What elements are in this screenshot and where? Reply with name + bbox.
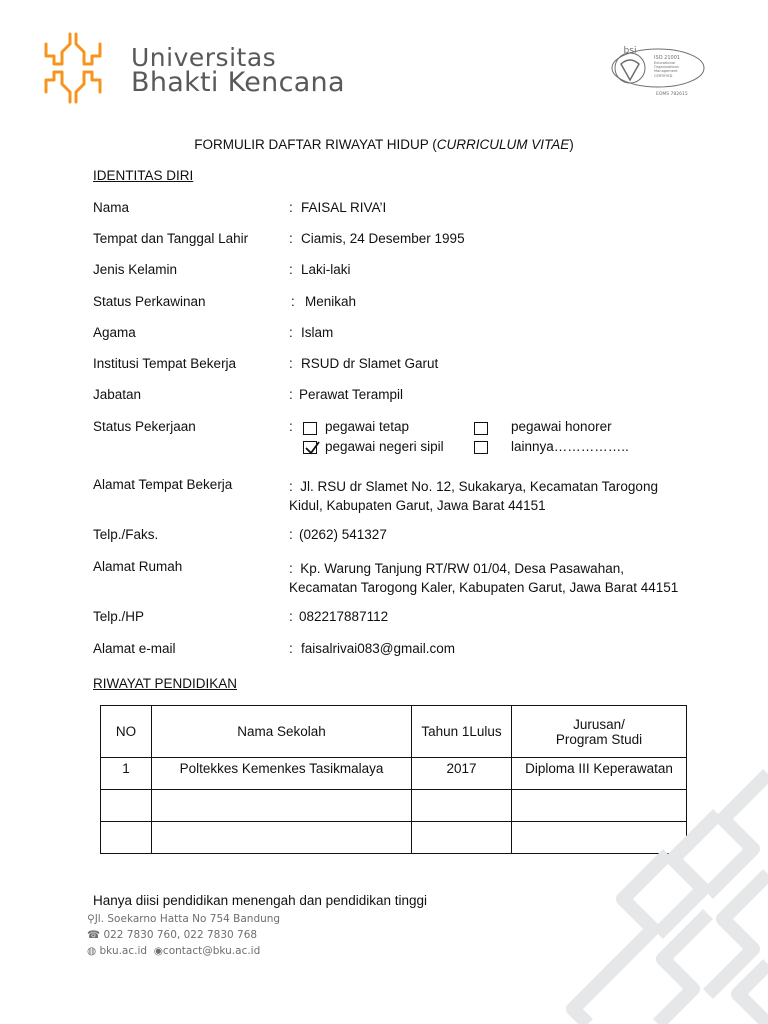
cell-no [101,790,152,822]
value-agama: Islam [301,325,334,340]
form-title-italic: CURRICULUM VITAE [436,137,570,152]
colon: : [289,262,293,277]
label-alamat-rumah: Alamat Rumah [93,559,183,574]
table-header-row [101,706,687,758]
label-email: Alamat e-mail [93,641,176,656]
email-icon: ◉ [153,945,163,957]
cell-school: Poltekkes Kemenkes Tasikmalaya [152,758,412,790]
checkbox-lainnya[interactable] [474,441,488,454]
university-logo-mark [40,30,106,106]
cell-no: 1 [101,758,152,790]
form-title-post: ) [569,137,574,152]
cell-school [152,822,412,854]
value-status-perkawinan: Menikah [305,294,357,309]
label-telp-faks: Telp./Faks. [93,527,159,542]
form-title [0,137,768,152]
iso-line2: Organizations [654,65,679,69]
location-pin-icon: ⚲ [87,913,95,925]
cell-no [101,822,152,854]
option-pegawai-tetap: pegawai tetap [325,419,410,434]
label-nama: Nama [93,200,130,215]
footer-contacts [87,945,260,957]
colon: : [289,387,293,402]
decorative-pattern [508,764,768,1024]
education-footnote: Hanya diisi pendidikan menengah dan pendidikan tinggi [93,893,427,908]
iso-certification-badge [608,42,708,98]
colon: : [289,325,293,340]
cell-major: Diploma III Keperawatan [512,758,687,790]
colon: : [289,561,293,576]
colon: : [289,527,293,542]
colon: : [289,231,293,246]
footer-website[interactable]: bku.ac.id [99,945,148,957]
label-status-pekerjaan: Status Pekerjaan [93,419,196,434]
checkbox-pegawai-honorer[interactable] [474,422,488,435]
value-jenis-kelamin: Laki-laki [301,262,351,277]
iso-line1: Educational [654,61,676,65]
label-institusi: Institusi Tempat Bekerja [93,356,237,371]
cell-school [152,790,412,822]
value-institusi: RSUD dr Slamet Garut [301,356,439,371]
colon: : [289,479,293,494]
colon: : [289,356,293,371]
value-alamat-kerja-text: Jl. RSU dr Slamet No. 12, Sukakarya, Kecamatan Tarogong Kidul, Kabupaten Garut, Jawa Barat 44151 [289,479,658,513]
label-alamat-kerja: Alamat Tempat Bekerja [93,477,233,492]
value-email: faisalrivai083@gmail.com [301,641,456,656]
header-no: NO [101,706,152,758]
footer-email[interactable]: contact@bku.ac.id [162,945,261,957]
value-alamat-rumah-text: Kp. Warung Tanjung RT/RW 01/04, Desa Pasawahan, Kecamatan Tarogong Kaler, Kabupaten Garut, Jawa Barat 44151 [289,561,679,595]
form-title-pre: FORMULIR DAFTAR RIWAYAT HIDUP ( [194,137,437,152]
label-agama: Agama [93,325,136,340]
phone-icon: ☎ [87,929,101,941]
cell-year: 2017 [412,758,512,790]
value-telp-faks: (0262) 541327 [299,527,387,542]
label-ttl: Tempat dan Tanggal Lahir [93,231,249,246]
header-major [512,706,687,758]
value-nama: FAISAL RIVA’I [301,200,387,215]
value-alamat-rumah [289,559,689,597]
option-lainnya: lainnya…………….. [511,439,629,454]
footer-address [87,913,280,925]
value-telp-hp: 082217887112 [299,609,389,624]
footer-phone [87,929,257,941]
label-jenis-kelamin: Jenis Kelamin [93,262,178,277]
option-pegawai-negeri-sipil: pegawai negeri sipil [325,439,444,454]
checkbox-pegawai-tetap[interactable] [303,422,317,435]
label-telp-hp: Telp./HP [93,609,145,624]
value-jabatan: Perawat Terampil [299,387,404,402]
colon: : [289,609,293,624]
bsi-label: bsi [623,46,637,56]
brand-name-line1: Universitas [131,43,277,72]
section-identity-heading: IDENTITAS DIRI [93,168,194,183]
footer-phone-text: 022 7830 760, 022 7830 768 [103,929,258,941]
section-education-heading: RIWAYAT PENDIDIKAN [93,676,238,691]
cell-year [412,790,512,822]
iso-code: EOMS 782615 [656,92,688,97]
value-ttl: Ciamis, 24 Desember 1995 [301,231,465,246]
globe-icon: ◍ [87,945,97,957]
cell-year [412,822,512,854]
option-pegawai-honorer: pegawai honorer [511,419,612,434]
iso-label: ISO 21001 [654,55,681,61]
footer-address-text: Jl. Soekarno Hatta No 754 Bandung [94,913,281,925]
header-major-line1: Jurusan/ [573,716,625,732]
header-school: Nama Sekolah [152,706,412,758]
checkbox-pegawai-negeri-sipil[interactable] [303,441,317,454]
colon: : [289,200,293,215]
header-year: Tahun 1Lulus [412,706,512,758]
colon: : [289,641,293,656]
value-alamat-kerja [289,477,689,515]
label-status-perkawinan: Status Perkawinan [93,294,206,309]
iso-line3: Management [654,69,678,73]
brand-name-line2: Bhakti Kencana [131,67,345,98]
iso-certified: CERTIFIED [654,74,673,78]
label-jabatan: Jabatan [93,387,142,402]
header-major-line2: Program Studi [555,731,643,747]
colon: : [289,419,293,434]
checkmark-icon [304,440,320,456]
colon: : [291,294,295,309]
